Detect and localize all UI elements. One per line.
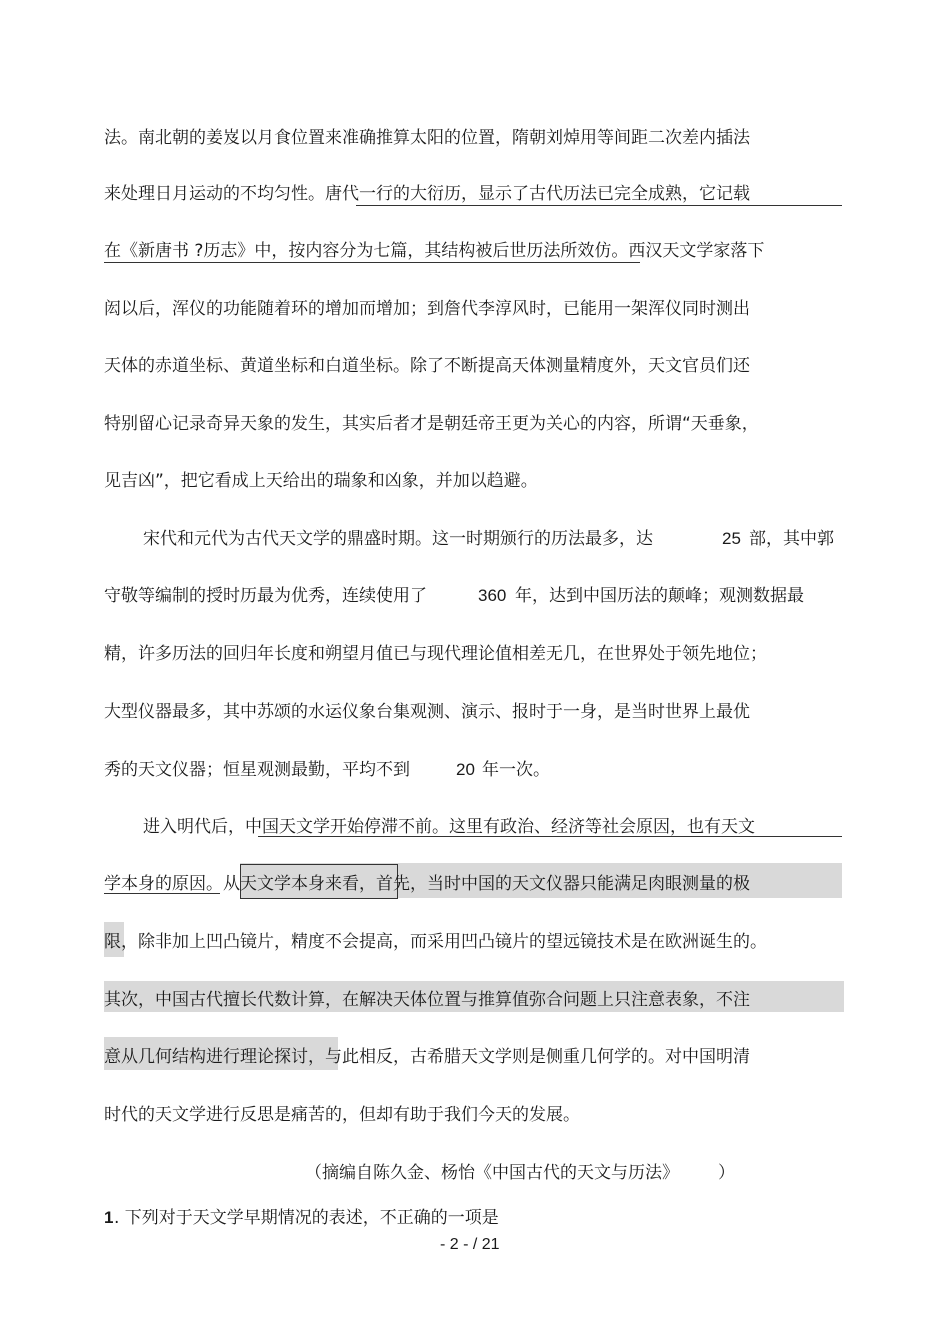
- text-line: 天体的赤道坐标、黄道坐标和白道坐标。除了不断提高天体测量精度外，天文官员们还: [104, 356, 750, 376]
- question-number: 1: [104, 1208, 114, 1227]
- text-line: 特别留心记录奇异天象的发生，其实后者才是朝廷帝王更为关心的内容，所谓“天垂象，: [104, 414, 759, 434]
- text-line: 来处理日月运动的不均匀性。唐代一行的大衍历，显示了古代历法已完全成熟，它记载: [104, 184, 750, 204]
- text-line: 其次，中国古代擅长代数计算，在解决天体位置与推算值弥合问题上只注意表象，不注: [104, 990, 750, 1010]
- text-line: 学本身的原因。从天文学本身来看，首先，当时中国的天文仪器只能满足肉眼测量的极: [104, 874, 750, 894]
- text-line: 见吉凶”，把它看成上天给出的瑞象和凶象，并加以趋避。: [104, 471, 538, 491]
- text-line: 法。南北朝的姜岌以月食位置来准确推算太阳的位置，隋朝刘焯用等间距二次差内插法: [104, 128, 750, 148]
- text-line: 年，达到中国历法的颠峰；观测数据最: [515, 586, 804, 606]
- text-line: 精，许多历法的回归年长度和朔望月值已与现代理论值相差无几，在世界处于领先地位；: [104, 644, 767, 664]
- text-line: 进入明代后，中国天文学开始停滞不前。这里有政治、经济等社会原因，也有天文: [143, 817, 755, 837]
- page-number: - 2 - / 21: [440, 1236, 500, 1253]
- text-line: 大型仪器最多，其中苏颂的水运仪象台集观测、演示、报时于一身，是当时世界上最优: [104, 702, 750, 722]
- underline-annotation-2: [104, 262, 640, 263]
- text-line: 限，除非加上凹凸镜片，精度不会提高，而采用凹凸镜片的望远镜技术是在欧洲诞生的。: [104, 932, 767, 952]
- text-line: 在《新唐书 ?历志》中，按内容分为七篇，其结构被后世历法所效仿。西汉天文学家落下: [104, 241, 765, 261]
- question-text: . 下列对于天文学早期情况的表述，不正确的一项是: [114, 1208, 499, 1228]
- text-line: 宋代和元代为古代天文学的鼎盛时期。这一时期颁行的历法最多，达: [143, 529, 653, 549]
- text-line: 部，其中郭: [749, 529, 834, 549]
- number-360: 360: [478, 586, 507, 605]
- source-citation-close: ）: [718, 1163, 735, 1183]
- text-line: 时代的天文学进行反思是痛苦的，但却有助于我们今天的发展。: [104, 1105, 580, 1125]
- source-citation: （摘编自陈久金、杨怡《中国古代的天文与历法》: [305, 1163, 679, 1183]
- underline-annotation-1: [356, 205, 842, 206]
- text-line: 守敬等编制的授时历最为优秀，连续使用了: [104, 586, 427, 606]
- number-20: 20: [456, 760, 475, 779]
- number-25: 25: [722, 529, 741, 548]
- text-line: 意从几何结构进行理论探讨，与此相反，古希腊天文学则是侧重几何学的。对中国明清: [104, 1047, 750, 1067]
- text-line: 秀的天文仪器；恒星观测最勤，平均不到: [104, 760, 410, 780]
- text-line: 闳以后，浑仪的功能随着环的增加而增加；到詹代李淳风时，已能用一架浑仪同时测出: [104, 299, 750, 319]
- text-line: 年一次。: [482, 760, 550, 780]
